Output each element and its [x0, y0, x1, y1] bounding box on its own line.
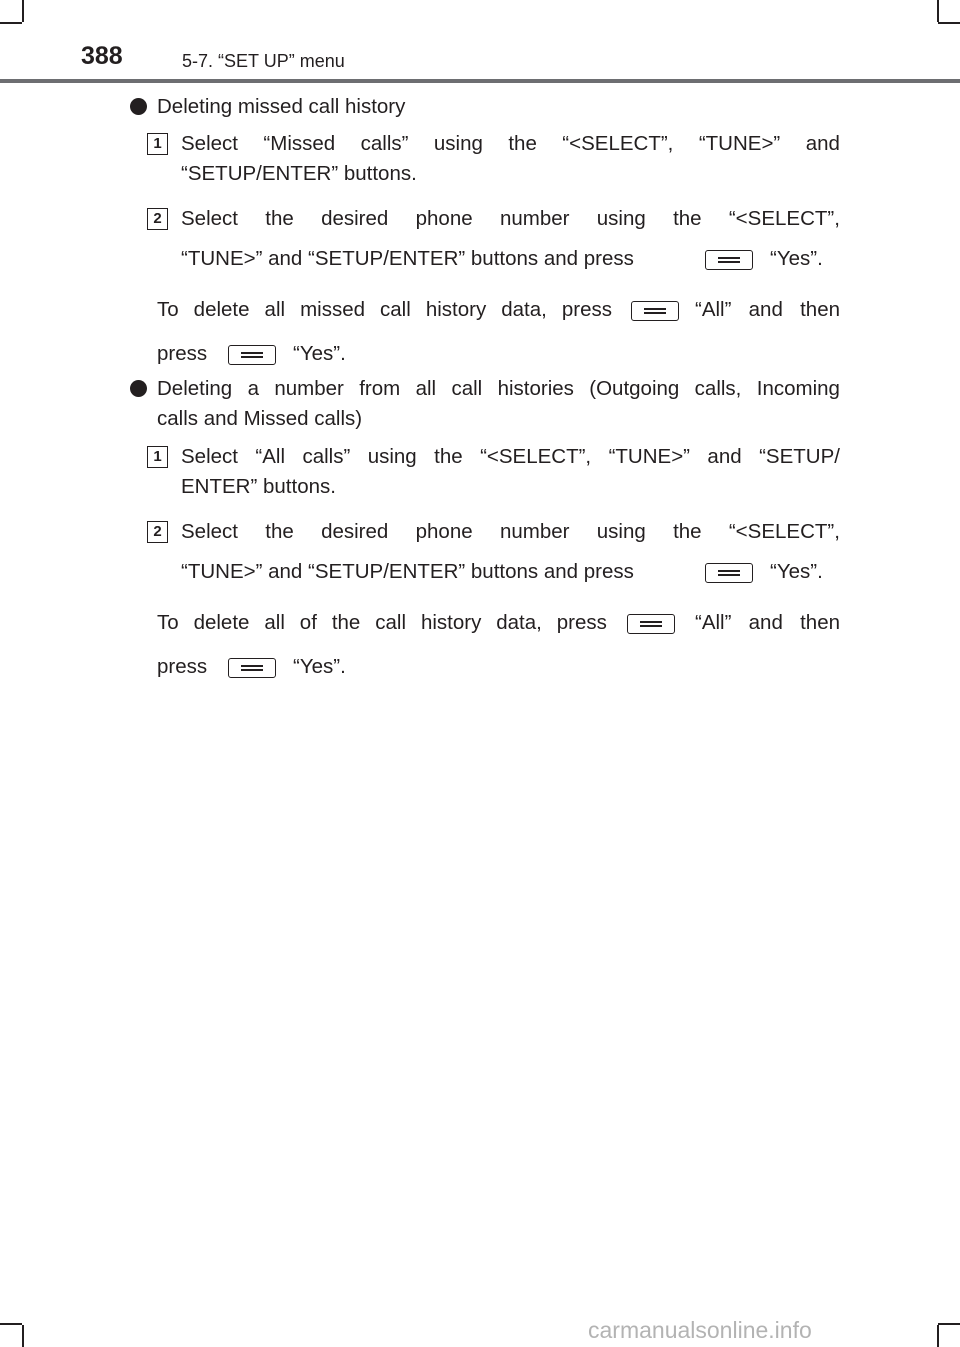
- word: using: [433, 132, 483, 155]
- word: calls,: [694, 377, 742, 400]
- word: from: [359, 377, 401, 400]
- word: data,: [501, 298, 547, 321]
- all-note-press: press: [157, 655, 208, 678]
- word: using: [367, 445, 417, 468]
- word: desired: [321, 520, 389, 543]
- all-step2-yes: “Yes”.: [770, 560, 823, 583]
- word: of: [299, 611, 317, 634]
- missed-note-line1b: [695, 295, 840, 325]
- word: To: [157, 298, 179, 321]
- all-step1-line2: ENTER” buttons.: [181, 475, 336, 498]
- all-step2-line2: [181, 557, 634, 587]
- word: “Missed: [263, 132, 336, 155]
- section-title: 5-7. “SET UP” menu: [182, 51, 345, 71]
- word: using: [596, 520, 646, 543]
- word: call: [380, 298, 411, 321]
- word: the: [673, 520, 702, 543]
- word: and: [707, 445, 742, 468]
- word: “<SELECT”,: [728, 520, 840, 543]
- watermark: carmanualsonline.info: [588, 1317, 812, 1343]
- step-number-badge: 2: [147, 521, 168, 543]
- word: Select: [181, 132, 238, 155]
- step-number-badge: 1: [147, 133, 168, 155]
- word: using: [596, 207, 646, 230]
- word: phone: [415, 520, 473, 543]
- word: Select: [181, 445, 238, 468]
- word: a: [247, 377, 259, 400]
- phone-key-icon: [705, 563, 753, 583]
- all-step2-text: “TUNE>” and “SETUP/ENTER” buttons and press: [181, 560, 634, 583]
- phone-key-icon: [705, 250, 753, 270]
- word: Select: [181, 520, 238, 543]
- word: call: [375, 611, 407, 634]
- word: “<SELECT”,: [728, 207, 840, 230]
- word: “All: [255, 445, 286, 468]
- word: press: [561, 298, 612, 321]
- word: desired: [321, 207, 389, 230]
- page-header: [0, 0, 960, 84]
- word: “SETUP/: [759, 445, 840, 468]
- missed-step1-line2: “SETUP/ENTER” buttons.: [181, 162, 417, 185]
- step-number-badge: 2: [147, 208, 168, 230]
- word: Incoming: [756, 377, 840, 400]
- missed-note-yes: “Yes”.: [293, 342, 346, 365]
- page-number: 388: [81, 42, 123, 70]
- all-step2-line1: [181, 517, 840, 547]
- word: and: [805, 132, 840, 155]
- word: (Outgoing: [589, 377, 680, 400]
- word: “<SELECT”,: [562, 132, 674, 155]
- phone-key-icon: [228, 658, 276, 678]
- all-note-line1a: [157, 608, 607, 638]
- word: then: [800, 611, 840, 634]
- word: the: [508, 132, 537, 155]
- phone-key-icon: [627, 614, 675, 634]
- word: the: [265, 520, 294, 543]
- missed-note-press: press: [157, 342, 208, 365]
- crop-mark: [938, 1323, 960, 1325]
- word: missed: [300, 298, 366, 321]
- word: call: [451, 377, 483, 400]
- word: “All”: [695, 298, 732, 321]
- all-step1-line1: [181, 442, 840, 472]
- word: calls”: [360, 132, 409, 155]
- word: all: [415, 377, 437, 400]
- crop-mark: [22, 1325, 24, 1347]
- word: number: [274, 377, 344, 400]
- word: the: [331, 611, 361, 634]
- word: and: [748, 611, 783, 634]
- missed-step2-yes: “Yes”.: [770, 247, 823, 270]
- heading-all-line2: calls and Missed calls): [157, 407, 363, 430]
- word: delete: [193, 298, 250, 321]
- heading-all-line1: [157, 374, 840, 404]
- word: all: [264, 611, 285, 634]
- word: the: [434, 445, 463, 468]
- word: delete: [193, 611, 250, 634]
- bullet-icon: [130, 380, 147, 397]
- word: “All”: [695, 611, 732, 634]
- missed-step2-line2: [181, 244, 634, 274]
- word: then: [800, 298, 840, 321]
- word: data,: [496, 611, 542, 634]
- word: Deleting: [157, 377, 233, 400]
- word: “TUNE>”: [608, 445, 690, 468]
- word: history: [425, 298, 487, 321]
- crop-mark: [0, 1323, 22, 1325]
- phone-key-icon: [228, 345, 276, 365]
- word: press: [556, 611, 607, 634]
- word: number: [499, 207, 570, 230]
- word: calls”: [302, 445, 351, 468]
- word: To: [157, 611, 179, 634]
- word: histories: [497, 377, 574, 400]
- bullet-icon: [130, 98, 147, 115]
- word: number: [499, 520, 570, 543]
- word: phone: [415, 207, 473, 230]
- header-rule: [0, 79, 960, 83]
- word: history: [420, 611, 482, 634]
- all-note-line1b: [695, 608, 840, 638]
- step-number-badge: 1: [147, 446, 168, 468]
- word: and: [748, 298, 783, 321]
- missed-step2-text: “TUNE>” and “SETUP/ENTER” buttons and press: [181, 247, 634, 270]
- crop-mark: [937, 1325, 939, 1347]
- word: “TUNE>”: [698, 132, 781, 155]
- word: the: [673, 207, 702, 230]
- missed-note-line1a: [157, 295, 612, 325]
- missed-step1-line1: [181, 129, 840, 159]
- missed-step2-line1: [181, 204, 840, 234]
- word: the: [265, 207, 294, 230]
- word: “<SELECT”,: [480, 445, 592, 468]
- word: Select: [181, 207, 238, 230]
- all-note-yes: “Yes”.: [293, 655, 346, 678]
- heading-missed: Deleting missed call history: [157, 95, 406, 118]
- word: all: [264, 298, 286, 321]
- phone-key-icon: [631, 301, 679, 321]
